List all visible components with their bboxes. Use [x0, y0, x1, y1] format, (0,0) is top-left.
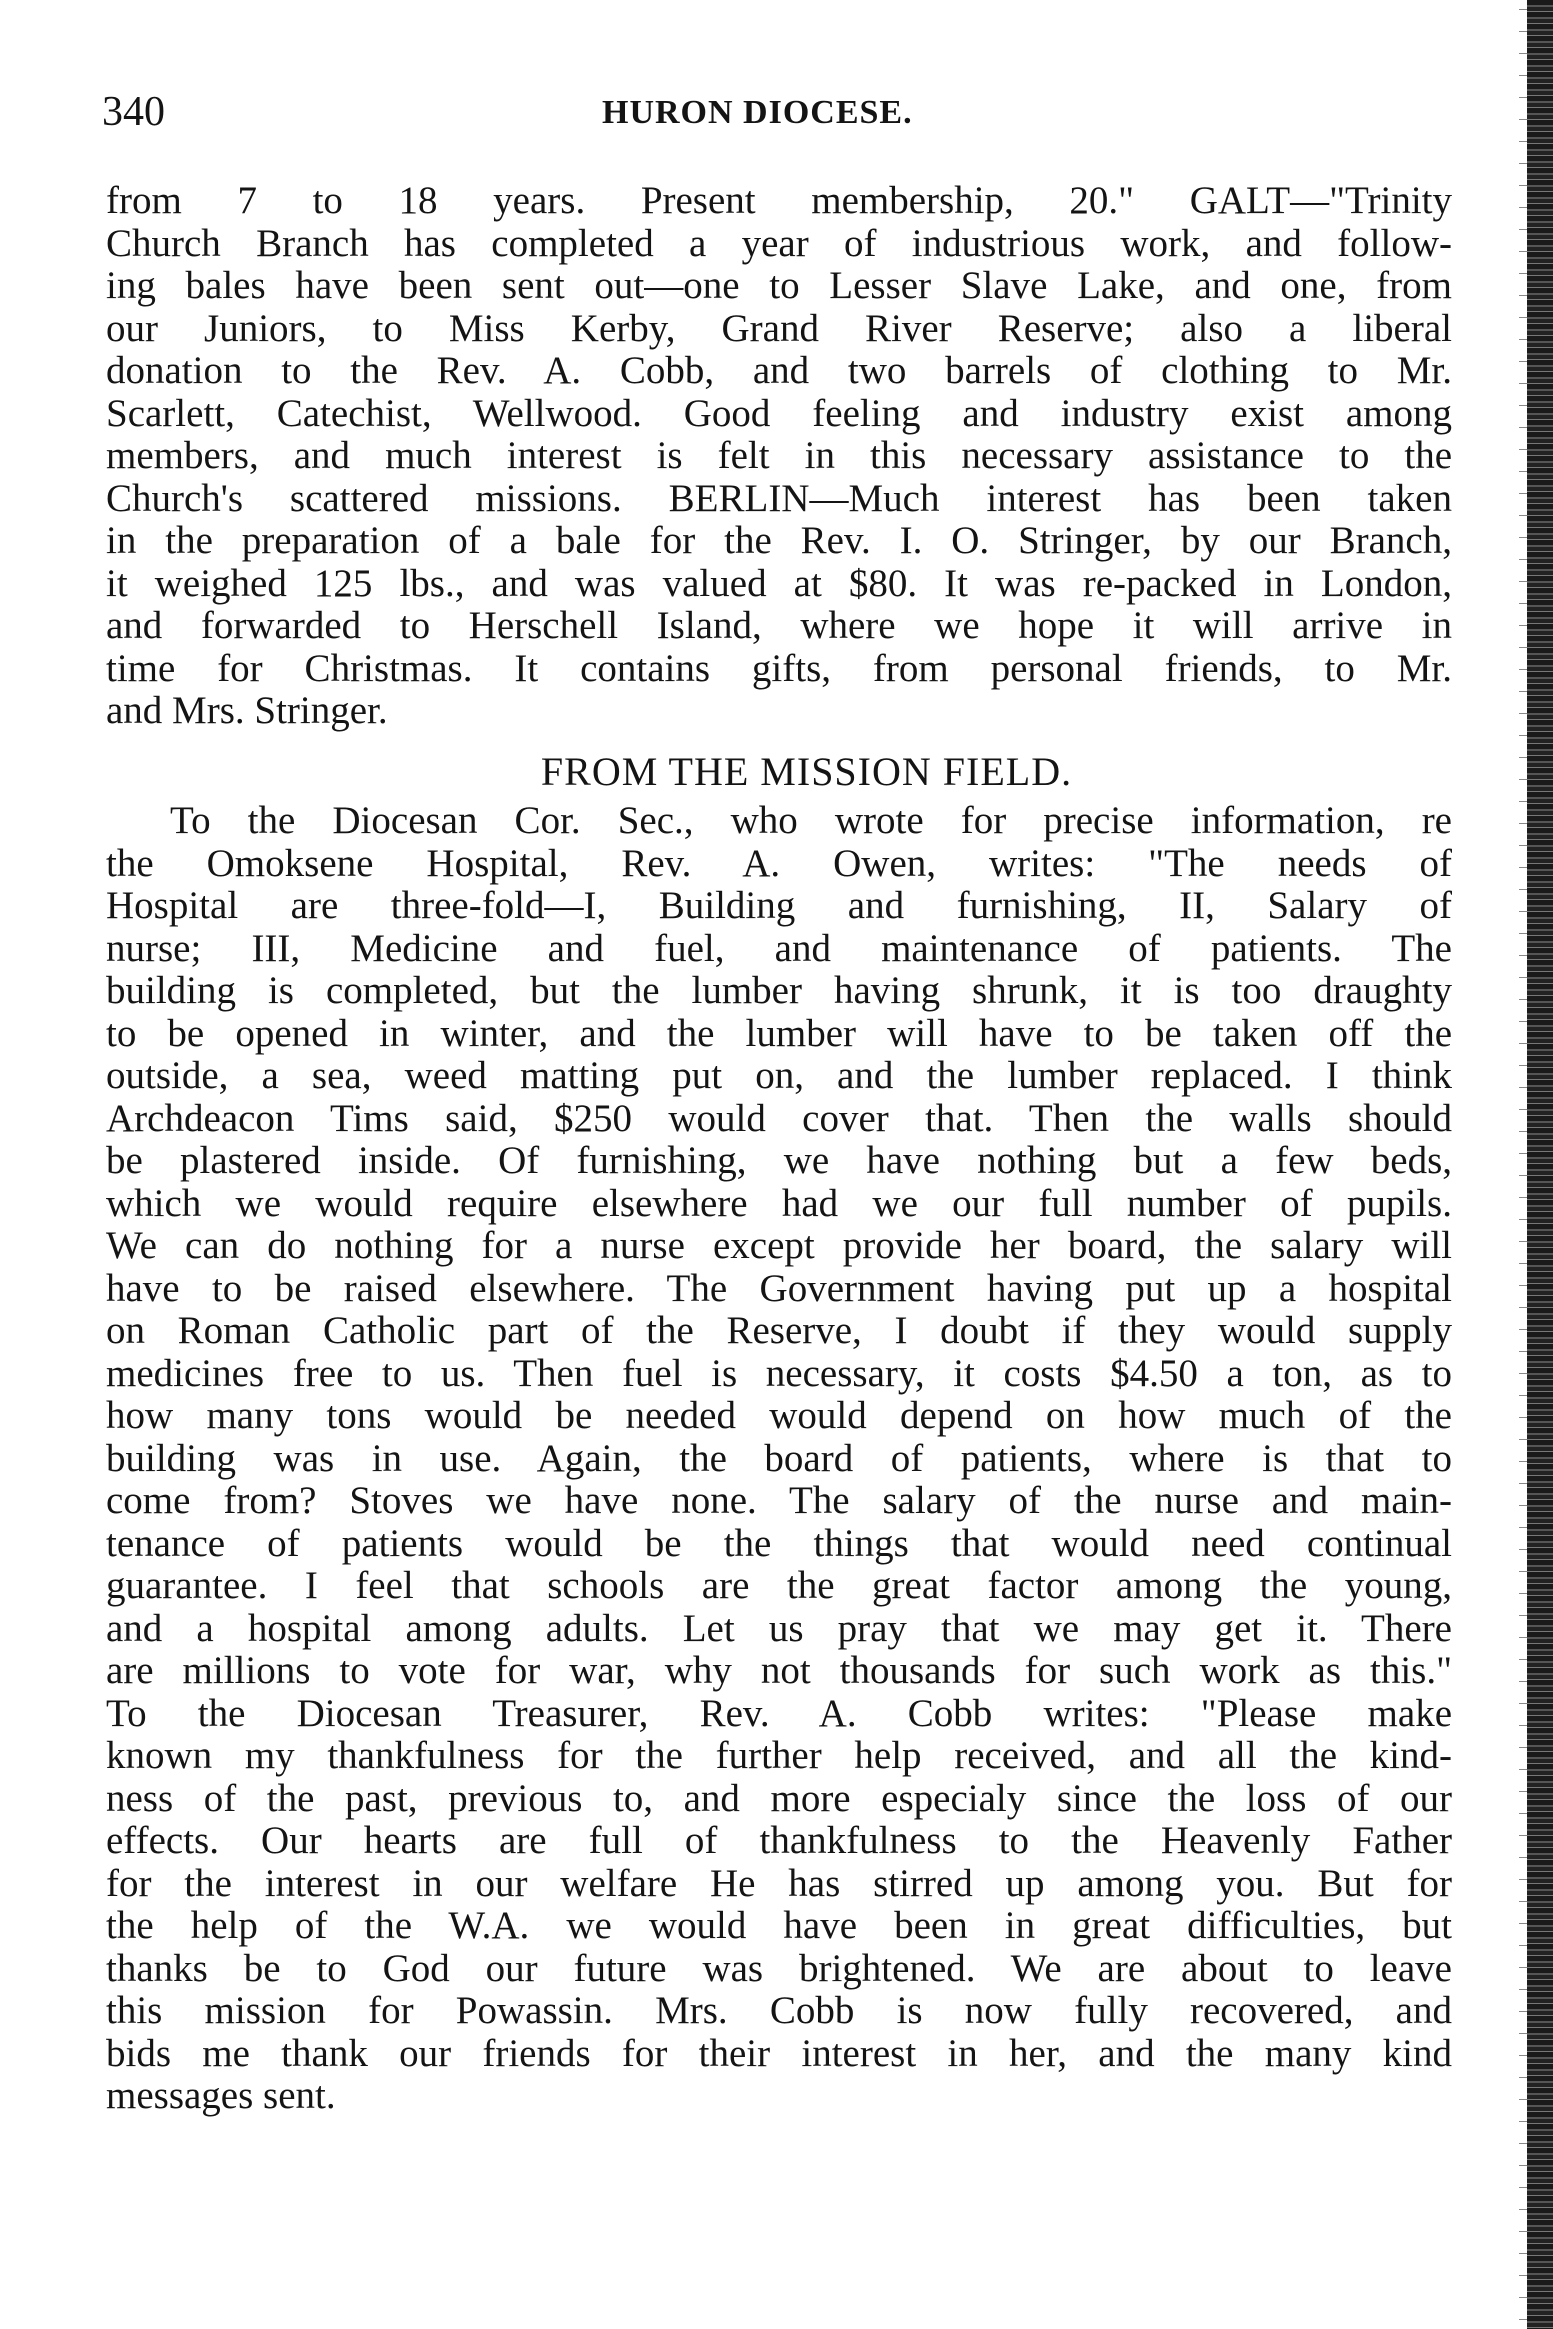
section-heading: FROM THE MISSION FIELD.: [540, 749, 1073, 794]
text-line: To the Diocesan Treasurer, Rev. A. Cobb writes: "Please make: [106, 1691, 1452, 1735]
mission-field-paragraphs: [106, 800, 1452, 2118]
text-line: ness of the past, previous to, and more especialy since the loss of our: [106, 1776, 1452, 1820]
text-line: the Omoksene Hospital, Rev. A. Owen, writes: "The needs of: [106, 841, 1452, 885]
running-head: HURON DIOCESE.: [602, 94, 913, 131]
text-line: building is completed, but the lumber having shrunk, it is too draughty: [106, 969, 1452, 1012]
text-line: tenance of patients would be the things that would need continual: [106, 1521, 1452, 1565]
text-line: come from? Stoves we have none. The salary of the nurse and main-: [106, 1479, 1452, 1522]
text-line: messages sent.: [106, 2074, 336, 2117]
text-line: bids me thank our friends for their interest in her, and the many kind: [106, 2031, 1452, 2075]
text-line: ing bales have been sent out—one to Lesser Slave Lake, and one, from: [106, 264, 1452, 307]
page-edge-shadow: [1519, 0, 1527, 2329]
page-header: [102, 88, 1452, 148]
text-line: donation to the Rev. A. Cobb, and two barrels of clothing to Mr.: [106, 349, 1452, 392]
text-line: To the Diocesan Cor. Sec., who wrote for precise information, re: [170, 799, 1452, 842]
text-line: outside, a sea, weed matting put on, and the lumber replaced. I think: [106, 1054, 1452, 1097]
text-line: the help of the W.A. we would have been in great difficulties, but: [106, 1904, 1452, 1947]
text-line: medicines free to us. Then fuel is necessary, it costs $4.50 a ton, as to: [106, 1351, 1452, 1395]
text-line: Scarlett, Catechist, Wellwood. Good feeling and industry exist among: [106, 391, 1452, 435]
text-line: which we would require elsewhere had we our full number of pupils.: [106, 1181, 1452, 1225]
text-line: have to be raised elsewhere. The Government having put up a hospital: [106, 1266, 1452, 1310]
text-line: this mission for Powassin. Mrs. Cobb is now fully recovered, and: [106, 1989, 1452, 2032]
branch-reports-paragraph: [106, 180, 1452, 733]
text-line: Church's scattered missions. BERLIN—Much interest has been taken: [106, 476, 1452, 520]
text-line: Church Branch has completed a year of industrious work, and follow-: [106, 221, 1452, 265]
text-line: nurse; III, Medicine and fuel, and maintenance of patients. The: [106, 926, 1452, 970]
text-line: building was in use. Again, the board of patients, where is that to: [106, 1436, 1452, 1480]
text-line: be plastered inside. Of furnishing, we have nothing but a few beds,: [106, 1139, 1452, 1182]
text-line: for the interest in our welfare He has stirred up among you. But for: [106, 1861, 1452, 1905]
text-line: members, and much interest is felt in this necessary assistance to the: [106, 434, 1452, 477]
text-line: are millions to vote for war, why not thousands for such work as this.": [106, 1649, 1452, 1692]
text-line: We can do nothing for a nurse except provide her board, the salary will: [106, 1224, 1452, 1267]
text-line: and a hospital among adults. Let us pray that we may get it. There: [106, 1606, 1452, 1650]
text-line: it weighed 125 lbs., and was valued at $80. It was re-packed in London,: [106, 561, 1452, 605]
text-line: how many tons would be needed would depend on how much of the: [106, 1394, 1452, 1437]
text-line: in the preparation of a bale for the Rev. I. O. Stringer, by our Branch,: [106, 519, 1452, 562]
text-line: known my thankfulness for the further help received, and all the kind-: [106, 1734, 1452, 1777]
text-line: thanks be to God our future was brightened. We are about to leave: [106, 1946, 1452, 1990]
text-line: time for Christmas. It contains gifts, from personal friends, to Mr.: [106, 646, 1452, 690]
text-line: on Roman Catholic part of the Reserve, I doubt if they would supply: [106, 1309, 1452, 1352]
binding-edge: [1527, 0, 1553, 2329]
text-line: guarantee. I feel that schools are the great factor among the young,: [106, 1564, 1452, 1607]
text-line: to be opened in winter, and the lumber will have to be taken off the: [106, 1011, 1452, 1055]
text-line: Hospital are three-fold—I, Building and furnishing, II, Salary of: [106, 884, 1452, 927]
text-line: and Mrs. Stringer.: [106, 689, 388, 732]
text-line: Archdeacon Tims said, $250 would cover that. Then the walls should: [106, 1096, 1452, 1140]
text-line: effects. Our hearts are full of thankfulness to the Heavenly Father: [106, 1819, 1452, 1862]
text-line: and forwarded to Herschell Island, where we hope it will arrive in: [106, 604, 1452, 647]
text-line: our Juniors, to Miss Kerby, Grand River Reserve; also a liberal: [106, 306, 1452, 350]
text-line: from 7 to 18 years. Present membership, 20." GALT—"Trinity: [106, 179, 1452, 222]
page-number: 340: [102, 89, 165, 135]
